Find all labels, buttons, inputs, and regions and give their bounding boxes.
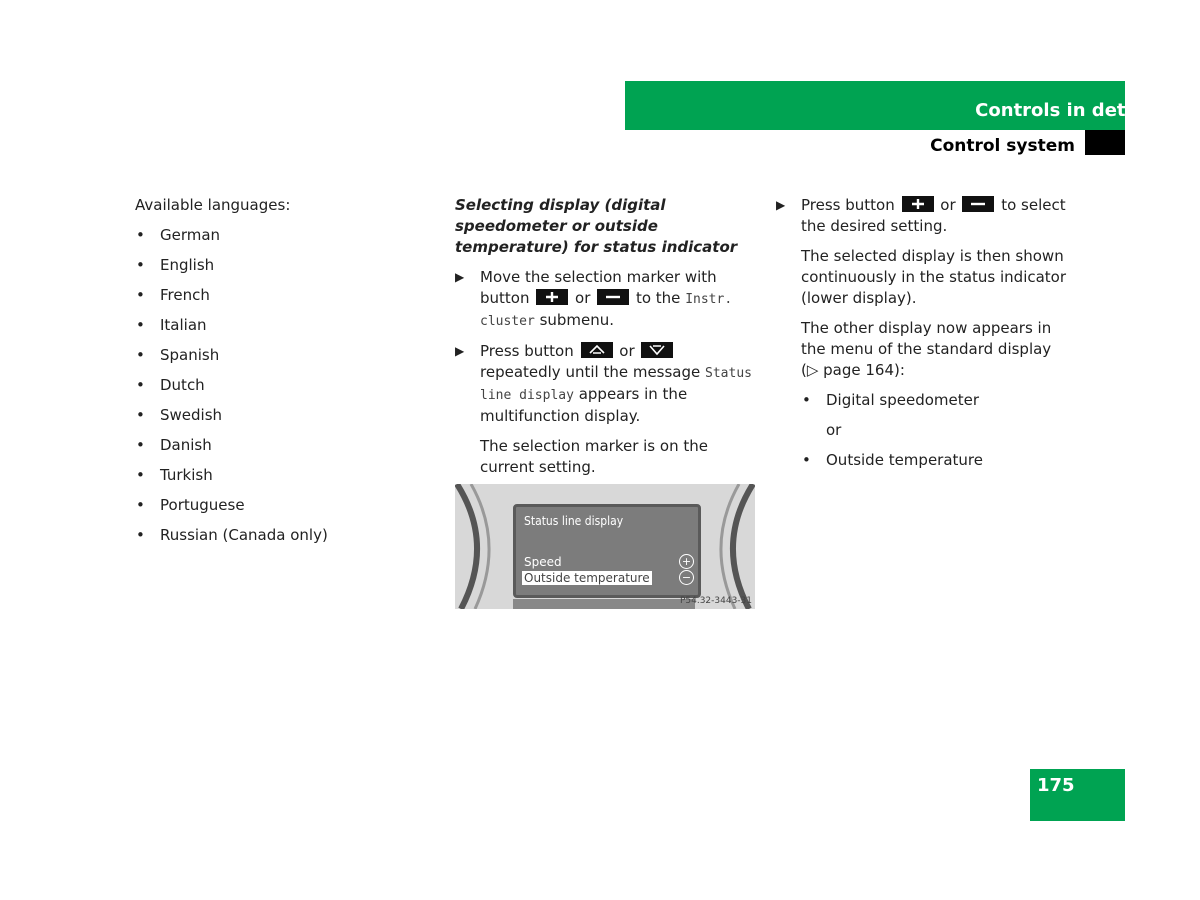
instruction-step (455, 341, 755, 427)
step-text: Move the selection marker with button (480, 268, 717, 307)
display-message: Status line display (480, 366, 752, 403)
step-text: submenu. (539, 311, 615, 329)
plus-icon: + (679, 554, 694, 569)
step-result: The selection marker is on the current setting. (480, 437, 708, 476)
step-text: or (940, 196, 956, 214)
screen-option: Speed (524, 555, 562, 569)
step-text: Press button (801, 196, 895, 214)
step-text: or (575, 289, 591, 307)
minus-button-icon (962, 196, 994, 212)
arrow-bullet-icon: ▶ (776, 198, 786, 212)
instrument-cluster-figure (455, 484, 755, 609)
step-text: repeatedly until the message (480, 363, 701, 381)
header-marker (1085, 130, 1125, 155)
options-list (776, 390, 1076, 471)
arrow-bullet-icon: ▶ (455, 344, 465, 358)
step-text: appears in the multifunction display. (480, 385, 688, 425)
paragraph-text: The other display now appears in the menu of the standard display (801, 319, 1052, 358)
section-heading: Selecting display (digital speedometer or outside temperature) for status indicator (455, 196, 738, 256)
list-item: • Portuguese (135, 495, 425, 516)
step-text: or (619, 342, 635, 360)
display-message: Instr. cluster (480, 292, 733, 329)
list-item: • German (135, 225, 425, 246)
down-button-icon (641, 342, 673, 358)
or-text: or (826, 421, 842, 439)
page-number: 175 (1037, 775, 1075, 796)
paragraph: The selected display is then shown continuously in the status indicator (lower display). (801, 247, 1067, 307)
arrow-bullet-icon: ▶ (455, 270, 465, 284)
section-subtitle: Control system (930, 136, 1075, 156)
list-item: • Digital speedometer (801, 390, 1076, 411)
list-item: • Dutch (135, 375, 425, 396)
list-item: • Danish (135, 435, 425, 456)
list-item: • Turkish (135, 465, 425, 486)
instruction-step (455, 267, 755, 332)
list-item: • Spanish (135, 345, 425, 366)
list-item: • Outside temperature (801, 450, 1076, 471)
paragraph (776, 318, 1076, 381)
figure-code: P54.32-3443-31 (679, 596, 752, 606)
screen-option-selected: Outside temperature (524, 571, 650, 585)
minus-button-icon (597, 289, 629, 305)
languages-list (135, 225, 425, 546)
page-reference: (▷ page 164): (801, 361, 905, 379)
list-item: • Russian (Canada only) (135, 525, 425, 546)
plus-button-icon (536, 289, 568, 305)
list-item: • Swedish (135, 405, 425, 426)
list-item: • Italian (135, 315, 425, 336)
step-text: to select the desired setting. (801, 196, 1066, 235)
screen-title: Status line display (524, 514, 624, 528)
column-languages (135, 195, 425, 555)
column-select-setting (776, 195, 1076, 480)
step-text: Press button (480, 342, 574, 360)
list-item: • English (135, 255, 425, 276)
column-selecting-display (455, 195, 755, 487)
minus-icon: − (679, 570, 694, 585)
step-text: to the (635, 289, 681, 307)
section-title: Controls in detail (975, 100, 1150, 121)
multifunction-display (513, 504, 701, 598)
plus-button-icon (902, 196, 934, 212)
instruction-step (776, 195, 1076, 237)
list-item: • French (135, 285, 425, 306)
up-button-icon (581, 342, 613, 358)
languages-intro: Available languages: (135, 196, 291, 214)
